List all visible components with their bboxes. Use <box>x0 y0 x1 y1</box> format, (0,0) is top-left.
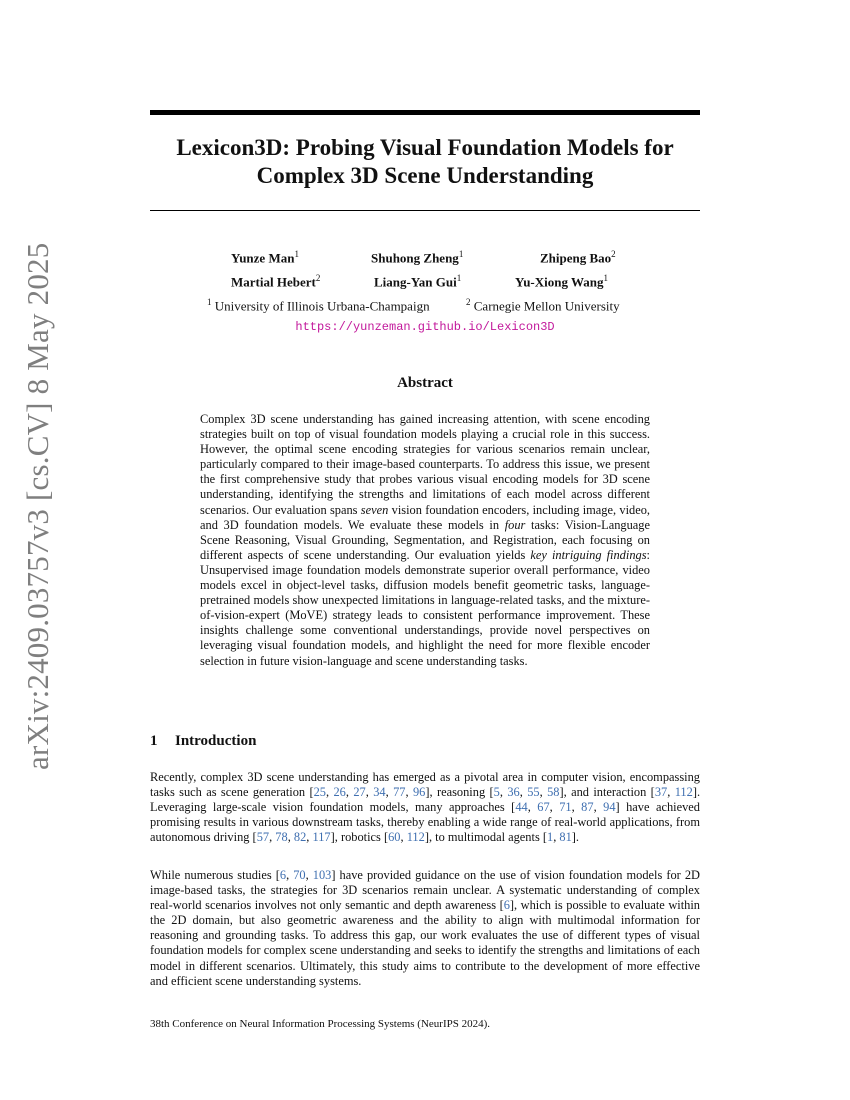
abstract-body: Complex 3D scene understanding has gained increasing attention, with scene encoding strategies built on top of visual foundation models playing a crucial role in this success. However, the optimal scene encoding strategies for various scenarios remain unclear, particularly compared to their image-based counterparts. To address this issue, we present the first comprehensive study that probes various visual encoding models for 3D scene understanding, identifying the strengths and limitations of each model across different scenarios. Our evaluation spans seven vision foundation encoders, including image, video, and 3D foundation models. We evaluate these models in four tasks: Vision-Language Scene Reasoning, Visual Grounding, Segmentation, and Registration, each focusing on different aspects of scene understanding. Our evaluation yields key intriguing findings: Unsupervised image foundation models demonstrate superior overall performance, video models excel in object-level tasks, diffusion models benefit geometric tasks, language-pretrained models show unexpected limitations in language-related tasks, and the mixture-of-vision-expert (MoVE) strategy leads to consistent performance improvement. These insights challenge some conventional understandings, provide novel perspectives on leveraging visual foundation models, and highlight the need for more flexible encoder selection in future vision-language and scene understanding tasks. <box>200 412 650 668</box>
citation-link[interactable]: 37 <box>654 785 668 800</box>
citation-link[interactable]: 5 <box>493 785 500 800</box>
citation-link[interactable]: 60 <box>388 830 401 845</box>
citation-group: 5, 36, 55, 58 <box>493 785 560 800</box>
citation-group: 1, 81 <box>547 830 572 845</box>
author-liang-yan-gui: Liang-Yan Gui$^1$ <box>374 273 462 290</box>
conference-footnote: 38th Conference on Neural Information Processing Systems (NeurIPS 2024). <box>150 1018 491 1030</box>
citation-link[interactable]: 25 <box>313 785 326 800</box>
citation-link[interactable]: 70 <box>293 868 306 882</box>
citation-link[interactable]: 112 <box>406 830 425 845</box>
citation-link[interactable]: 67 <box>537 800 550 815</box>
citation-link[interactable]: 6 <box>503 898 510 913</box>
author-zhipeng-bao: Zhipeng Bao$^2$ <box>540 249 616 266</box>
title-bottom-rule <box>150 210 700 211</box>
affiliation-uiuc: $^1$ University of Illinois Urbana-Champaign <box>207 297 430 314</box>
arxiv-identifier[interactable]: arXiv:2409.03757v3 [cs.CV] 8 May 2025 <box>20 242 55 770</box>
citation-link[interactable]: 27 <box>353 785 366 800</box>
title-line-2: Complex 3D Scene Understanding <box>256 163 594 188</box>
citation-link[interactable]: 103 <box>312 868 332 882</box>
author-yunze-man: Yunze Man$^1$ <box>231 249 299 266</box>
abstract-heading: Abstract <box>397 375 453 391</box>
citation-link[interactable]: 26 <box>333 785 346 800</box>
title-line-1: Lexicon3D: Probing Visual Foundation Models for <box>176 135 674 160</box>
citation-group: 44, 67, 71, 87, 94 <box>515 800 616 815</box>
intro-paragraph-2: While numerous studies [6, 70, 103] have provided guidance on the use of vision foundation models for 2D image-based tasks, the strategies for 3D scenarios remain unclear. A systematic understanding of complex real-world scenarios involves not only semantic and depth awareness [6], which is possible to evaluate within the 2D domain, but also geometric awareness and the ability to align with multimodal information for reasoning and grounding tasks. To address this gap, our work evaluates the use of different types of visual foundation models for complex scene understanding and seeks to identify the strengths and limitations of each model in different scenarios. Ultimately, this study aims to contribute to the development of more effective and efficient scene understanding systems. <box>150 868 700 988</box>
citation-link[interactable]: 81 <box>559 830 572 845</box>
citation-link[interactable]: 57 <box>256 830 270 845</box>
citation-link[interactable]: 112 <box>674 785 693 800</box>
title-top-rule <box>150 110 700 115</box>
citation-group: 60, 112 <box>388 830 425 845</box>
citation-group: 25, 26, 27, 34, 77, 96 <box>313 785 426 800</box>
paper-title <box>150 134 700 190</box>
citation-link[interactable]: 1 <box>547 830 554 845</box>
citation-link[interactable]: 94 <box>603 800 616 815</box>
citation-link[interactable]: 77 <box>393 785 406 800</box>
intro-paragraph-1: Recently, complex 3D scene understanding has emerged as a pivotal area in computer vision, encompassing tasks such as scene generation [25, 26, 27, 34, 77, 96], reasoning [5, 36, 55, 58], and interaction [37, 112]. Leveraging large-scale vision foundation models, many approaches [44, 67, 71, 87, 94] have achieved promising results in various downstream tasks, thereby enabling a wide range of real-world applications, from autonomous driving [57, 78, 82, 117], robotics [60, 112], to multimodal agents [1, 81]. <box>150 770 701 845</box>
citation-group: 37, 112 <box>654 785 693 800</box>
citation-link[interactable]: 87 <box>581 800 594 815</box>
citation-link[interactable]: 55 <box>527 785 540 800</box>
citation-link[interactable]: 58 <box>547 785 560 800</box>
author-shuhong-zheng: Shuhong Zheng$^1$ <box>371 249 464 266</box>
citation-link[interactable]: 36 <box>507 785 520 800</box>
citation-link[interactable]: 82 <box>293 830 307 845</box>
affiliation-cmu: $^2$ Carnegie Mellon University <box>466 297 620 314</box>
citation-link[interactable]: 96 <box>412 785 426 800</box>
section-heading-introduction: 1 Introduction <box>150 733 257 749</box>
citation-group: 6, 70, 103 <box>279 868 332 882</box>
citation-link[interactable]: 34 <box>373 785 386 800</box>
citation-link[interactable]: 117 <box>312 830 331 845</box>
project-url-link[interactable]: https://yunzeman.github.io/Lexicon3D <box>295 320 555 334</box>
citation-link[interactable]: 44 <box>515 800 528 815</box>
citation-link[interactable]: 78 <box>275 830 288 845</box>
citation-link[interactable]: 71 <box>559 800 572 815</box>
citation-group: 57, 78, 82, 117 <box>256 830 331 845</box>
citation-link[interactable]: 6 <box>279 868 287 882</box>
author-yu-xiong-wang: Yu-Xiong Wang$^1$ <box>515 273 609 290</box>
author-martial-hebert: Martial Hebert$^2$ <box>231 273 321 290</box>
